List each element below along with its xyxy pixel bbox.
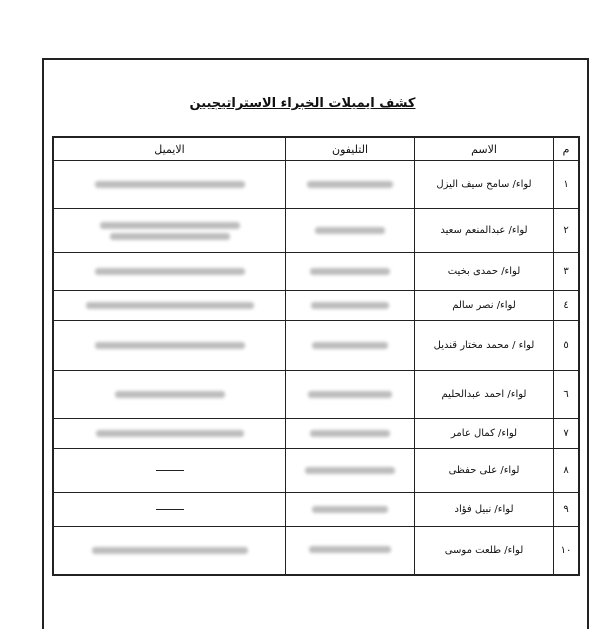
redacted-email [96, 430, 244, 437]
table-row [53, 209, 579, 253]
table-row [53, 291, 579, 321]
email-cell [53, 291, 286, 321]
row-number: ٨ [554, 449, 580, 493]
table-header-row [53, 137, 579, 161]
redacted-phone [308, 391, 392, 398]
email-cell [53, 371, 286, 419]
redacted-email [115, 391, 225, 398]
expert-name: لواء/ طلعت موسى [415, 527, 554, 575]
redacted-phone [312, 342, 388, 349]
expert-name: لواء/ كمال عامر [415, 419, 554, 449]
table-row [53, 371, 579, 419]
redacted-phone [310, 430, 390, 437]
row-number: ٧ [554, 419, 580, 449]
row-number: ٩ [554, 493, 580, 527]
redacted-email [100, 222, 240, 229]
row-number: ٥ [554, 321, 580, 371]
header-email: الايميل [53, 137, 286, 161]
email-cell [53, 253, 286, 291]
phone-cell [286, 449, 415, 493]
header-name: الاسم [415, 137, 554, 161]
email-cell [53, 419, 286, 449]
expert-name: لواء/ على حفظى [415, 449, 554, 493]
phone-cell [286, 493, 415, 527]
email-cell [53, 527, 286, 575]
empty-email-dash [156, 509, 184, 510]
redacted-phone [311, 302, 389, 309]
redacted-phone [315, 227, 385, 234]
expert-name: لواء/ عبدالمنعم سعيد [415, 209, 554, 253]
phone-cell [286, 161, 415, 209]
redacted-email [86, 302, 254, 309]
table-row [53, 449, 579, 493]
phone-cell [286, 209, 415, 253]
row-number: ٤ [554, 291, 580, 321]
table-row [53, 527, 579, 575]
header-num: م [554, 137, 580, 161]
row-number: ٢ [554, 209, 580, 253]
email-cell [53, 493, 286, 527]
redacted-phone [309, 546, 391, 553]
row-number: ٣ [554, 253, 580, 291]
experts-table [52, 136, 580, 576]
document-title: كشف ايميلات الخبراء الاستراتيجيين [189, 96, 416, 111]
email-cell [53, 209, 286, 253]
row-number: ١٠ [554, 527, 580, 575]
phone-cell [286, 371, 415, 419]
email-cell [53, 321, 286, 371]
expert-name: لواء/ نبيل فؤاد [415, 493, 554, 527]
expert-name: لواء/ حمدى بخيت [415, 253, 554, 291]
expert-name: لواء/ سامح سيف اليزل [415, 161, 554, 209]
phone-cell [286, 527, 415, 575]
expert-name: لواء/ نصر سالم [415, 291, 554, 321]
row-number: ١ [554, 161, 580, 209]
redacted-email [92, 547, 248, 554]
expert-name: لواء/ احمد عبدالحليم [415, 371, 554, 419]
table-row [53, 419, 579, 449]
redacted-email [110, 233, 230, 240]
redacted-phone [312, 506, 388, 513]
email-cell [53, 161, 286, 209]
phone-cell [286, 253, 415, 291]
email-cell [53, 449, 286, 493]
expert-name: لواء / محمد مختار قنديل [415, 321, 554, 371]
table-row [53, 493, 579, 527]
phone-cell [286, 419, 415, 449]
header-phone: التليفون [286, 137, 415, 161]
table-row [53, 253, 579, 291]
row-number: ٦ [554, 371, 580, 419]
redacted-email [95, 268, 245, 275]
redacted-email [95, 181, 245, 188]
phone-cell [286, 291, 415, 321]
redacted-phone [310, 268, 390, 275]
table-row [53, 321, 579, 371]
empty-email-dash [156, 470, 184, 471]
redacted-phone [305, 467, 395, 474]
redacted-email [95, 342, 245, 349]
redacted-phone [307, 181, 393, 188]
phone-cell [286, 321, 415, 371]
table-row [53, 161, 579, 209]
